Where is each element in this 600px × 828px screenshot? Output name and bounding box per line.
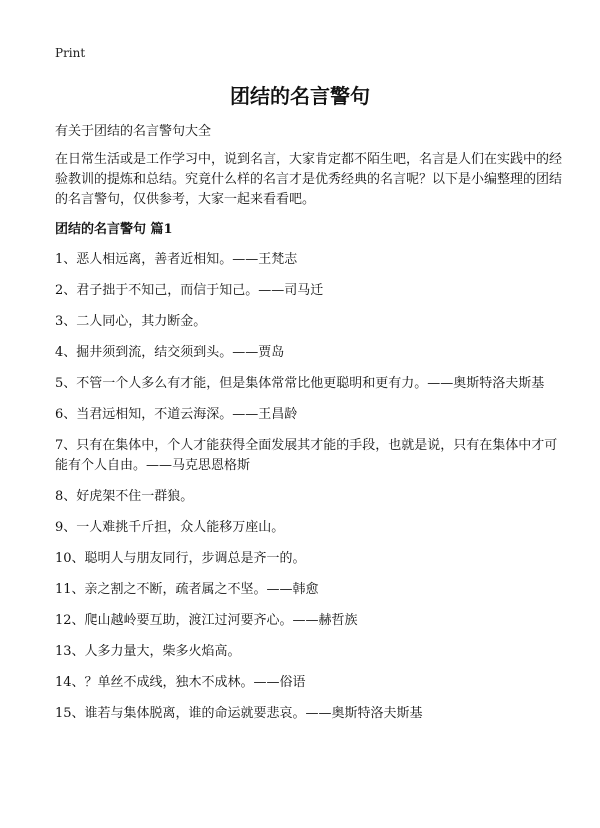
quote-item: 15、谁若与集体脱离，谁的命运就要悲哀。——奥斯特洛夫斯基	[55, 706, 423, 721]
intro-paragraph: 在日常生活或是工作学习中，说到名言，大家肯定都不陌生吧，名言是人们在实践中的经验教训的提炼和总结。究竟什么样的名言才是优秀经典的名言呢？以下是小编整理的团结的名言警句，仅供参考，大家一起来看看吧。	[55, 152, 563, 207]
quote-item: 8、好虎架不住一群狼。	[55, 489, 194, 504]
quote-item: 10、聪明人与朋友同行，步调总是齐一的。	[55, 551, 306, 566]
quote-list	[55, 250, 565, 735]
quote-item: 13、人多力量大，柴多火焰高。	[55, 644, 241, 659]
quote-item: 9、一人难挑千斤担，众人能移万座山。	[55, 520, 285, 535]
quote-item: 7、只有在集体中，个人才能获得全面发展其才能的手段，也就是说，只有在集体中才可能有个人自由。——马克思恩格斯	[55, 438, 558, 473]
quote-item: 2、君子拙于不知己，而信于知己。——司马迁	[55, 283, 324, 298]
quote-item: 6、当君远相知，不道云海深。——王昌龄	[55, 407, 298, 422]
section-heading: 团结的名言警句 篇1	[55, 222, 173, 237]
quote-item: 1、恶人相远离，善者近相知。——王梵志	[55, 252, 298, 267]
quote-item: 12、爬山越岭要互助，渡江过河要齐心。——赫哲族	[55, 613, 358, 628]
quote-item: 14、？单丝不成线，独木不成林。——俗语	[55, 675, 306, 690]
print-link[interactable]: Print	[55, 46, 86, 60]
quote-item: 4、掘井须到流，结交须到头。——贾岛	[55, 345, 285, 360]
subtitle: 有关于团结的名言警句大全	[55, 124, 212, 139]
quote-item: 3、二人同心，其力断金。	[55, 314, 207, 329]
page-title: 团结的名言警句	[230, 84, 370, 108]
quote-item: 5、不管一个人多么有才能，但是集体常常比他更聪明和更有力。——奥斯特洛夫斯基	[55, 376, 545, 391]
quote-item: 11、亲之割之不断，疏者属之不坚。——韩愈	[55, 582, 319, 597]
